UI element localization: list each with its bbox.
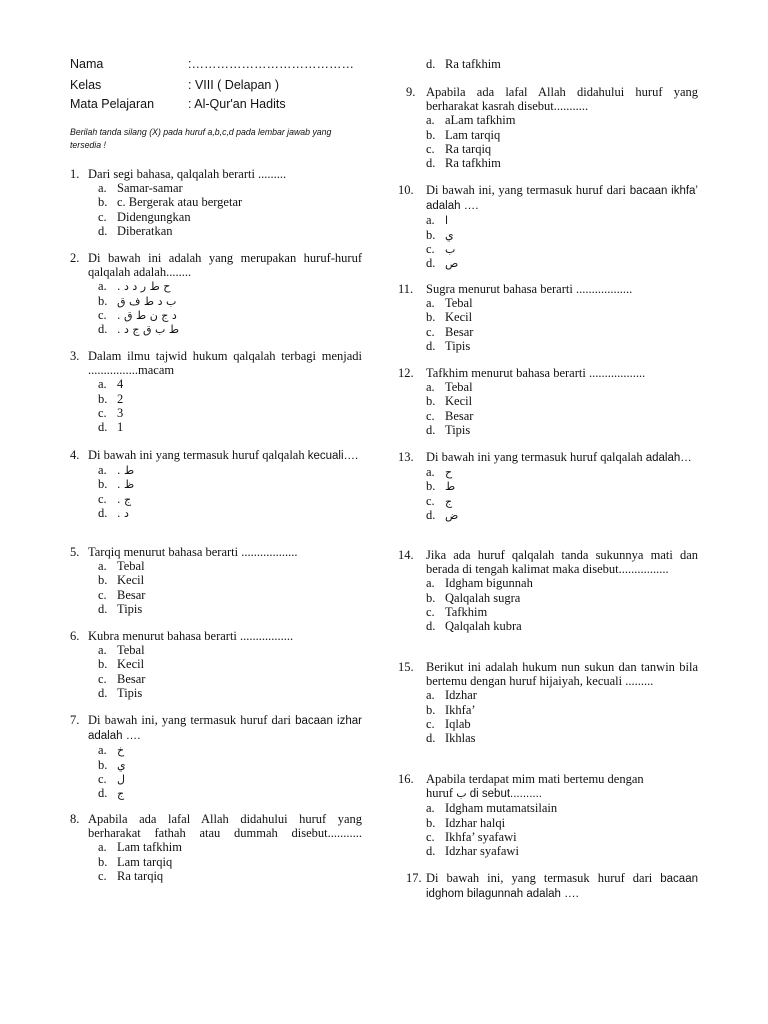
question-6 bbox=[70, 629, 362, 700]
option-d[interactable]: d. Tipis bbox=[98, 685, 143, 700]
option-d[interactable]: d. Tipis bbox=[426, 422, 471, 437]
option-b[interactable]: b. Kecil bbox=[426, 310, 473, 325]
question-text: Di bawah ini yang termasuk huruf qalqalah bbox=[426, 450, 646, 464]
option-c[interactable]: c. Besar bbox=[98, 671, 146, 686]
question-text-cont: kecuali…. bbox=[307, 450, 359, 462]
option-c[interactable]: c. ج . bbox=[98, 491, 132, 506]
option-a[interactable]: a. Idzhar bbox=[426, 688, 477, 703]
option-c[interactable]: c. Besar bbox=[98, 587, 146, 602]
option-d[interactable]: d. د . bbox=[98, 505, 129, 520]
question-10 bbox=[398, 183, 698, 270]
option-a[interactable]: a. Tebal bbox=[426, 296, 473, 311]
question-number: 8. bbox=[70, 812, 80, 826]
option-c[interactable]: c. Iqlab bbox=[426, 716, 471, 731]
question-text: Dalam ilmu tajwid hukum qalqalah terbagi menjadi ................macam bbox=[88, 349, 362, 378]
option-d[interactable]: d. Tipis bbox=[98, 601, 143, 616]
question-text-cont: adalah… bbox=[645, 452, 692, 464]
option-b[interactable]: b. Lam tarqiq bbox=[98, 854, 173, 869]
question-17 bbox=[398, 871, 698, 901]
option-b[interactable]: b. Ikhfa’ bbox=[426, 702, 476, 717]
question-number: 17. bbox=[406, 871, 422, 885]
option-a[interactable]: a. Idgham mutamatsilain bbox=[426, 801, 558, 816]
question-number: 13. bbox=[398, 450, 414, 464]
option-a[interactable]: a. Tebal bbox=[426, 380, 473, 395]
ba-letter: ب bbox=[456, 787, 467, 801]
question-text-cont: bacaan idghom bilagunnah adalah …. bbox=[426, 873, 698, 901]
question-text: Di bawah ini, yang termasuk huruf dari bbox=[426, 871, 661, 885]
question-11 bbox=[398, 282, 698, 353]
question-text: Sugra menurut bahasa berarti .................. bbox=[426, 282, 633, 296]
option-c[interactable]: c. Besar bbox=[426, 324, 474, 339]
question-text: Di bawah ini adalah yang merupakan huruf-huruf qalqalah adalah........ bbox=[88, 251, 362, 280]
option-a[interactable]: a. ط . bbox=[98, 463, 135, 478]
question-2 bbox=[70, 251, 362, 336]
option-a[interactable]: a. ا bbox=[426, 213, 449, 228]
question-text: Di bawah ini, yang termasuk huruf dari bbox=[88, 713, 296, 727]
question-number: 11. bbox=[398, 282, 414, 296]
option-c[interactable]: c. 3 bbox=[98, 405, 124, 420]
option-d[interactable]: d. Tipis bbox=[426, 338, 471, 353]
option-d[interactable]: d. Idzhar syafawi bbox=[426, 843, 519, 858]
nama-label: Nama bbox=[70, 57, 104, 71]
question-text: Apabila ada lafal Allah didahului huruf yang berharakat kasrah disebut........... bbox=[426, 85, 698, 114]
question-text-cont: bacaan izhar adalah …. bbox=[88, 715, 362, 743]
option-d[interactable]: d. ص bbox=[426, 255, 459, 270]
option-c[interactable]: c. Ikhfa’ syafawi bbox=[426, 829, 517, 844]
question-number: 5. bbox=[70, 545, 80, 559]
option-a[interactable]: a. Idgham bigunnah bbox=[426, 576, 533, 591]
question-number: 4. bbox=[70, 448, 80, 462]
option-c[interactable]: c. Tafkhim bbox=[426, 604, 488, 619]
option-d[interactable]: d. ض bbox=[426, 507, 459, 522]
option-a[interactable]: a. خ bbox=[98, 743, 125, 758]
option-d[interactable]: d. Diberatkan bbox=[98, 223, 173, 238]
question-8 bbox=[70, 812, 362, 883]
option-b[interactable]: b. ب د ط ف ق bbox=[98, 293, 177, 308]
question-5 bbox=[70, 545, 362, 616]
question-7 bbox=[70, 713, 362, 800]
question-number: 16. bbox=[398, 772, 414, 786]
question-16: 16. Apabila terdapat mim mati bertemu dengan huruf ب di sebut.......... a. Idgham mutamatsilain b. Idzhar halqi c. Ikhfa’ syafawi d. Idzhar syafawi bbox=[398, 772, 698, 858]
option-c[interactable]: c. Ra tarqiq bbox=[426, 141, 492, 156]
nama-value: :………………………………… bbox=[188, 57, 354, 71]
question-9 bbox=[398, 85, 698, 170]
option-d[interactable]: d. Ikhlas bbox=[426, 730, 476, 745]
kelas-value: : VIII ( Delapan ) bbox=[188, 78, 280, 92]
question-text: Di bawah ini yang termasuk huruf qalqalah bbox=[88, 448, 308, 462]
question-number: 6. bbox=[70, 629, 80, 643]
option-c[interactable]: c. Didengungkan bbox=[98, 209, 191, 224]
option-b[interactable]: b. ط bbox=[426, 479, 456, 494]
option-b[interactable]: b. Kecil bbox=[98, 657, 145, 672]
question-number: 9. bbox=[406, 85, 416, 99]
question-text: Berikut ini adalah hukum nun sukun dan tanwin bila bertemu dengan huruf hijaiyah, kecuali ......... bbox=[426, 660, 698, 689]
question-number: 14. bbox=[398, 548, 414, 562]
option-b[interactable]: b. Kecil bbox=[98, 573, 145, 588]
option-b[interactable]: b. ي bbox=[98, 757, 126, 772]
option-c[interactable]: c. Besar bbox=[426, 408, 474, 423]
option-b[interactable]: b. c. Bergerak atau bergetar bbox=[98, 195, 243, 210]
question-number: 12. bbox=[398, 366, 414, 380]
option-a[interactable]: a. aLam tafkhim bbox=[426, 113, 516, 128]
question-number: 7. bbox=[70, 713, 80, 727]
question-text: Kubra menurut bahasa berarti ................. bbox=[88, 629, 294, 643]
question-text: Dari segi bahasa, qalqalah berarti ......... bbox=[88, 167, 287, 181]
mapel-label: Mata Pelajaran bbox=[70, 97, 155, 111]
option-d[interactable]: d. 1 bbox=[98, 419, 124, 434]
question-number: 3. bbox=[70, 349, 80, 363]
question-number: 2. bbox=[70, 251, 80, 265]
question-text: Apabila ada lafal Allah didahului huruf yang berharakat fathah atau dummah disebut........... bbox=[88, 812, 362, 841]
option-c[interactable]: c. ل bbox=[98, 771, 125, 786]
option-b[interactable]: b. Idzhar halqi bbox=[426, 815, 506, 830]
question-number: 10. bbox=[398, 183, 414, 197]
option-d[interactable]: d. ج bbox=[98, 785, 125, 800]
question-number: 1. bbox=[70, 167, 80, 181]
question-text: Jika ada huruf qalqalah tanda sukunnya mati dan berada di tengah kalimat maka disebut................ bbox=[426, 548, 698, 577]
question-1 bbox=[70, 167, 362, 238]
instructions: Berilah tanda silang (X) pada huruf a,b,c,d pada lembar jawab yang tersedia ! bbox=[70, 127, 332, 151]
option-b[interactable]: b. Qalqalah sugra bbox=[426, 590, 521, 605]
option-a[interactable]: a. Tebal bbox=[98, 643, 145, 658]
question-15 bbox=[398, 660, 698, 745]
question-3 bbox=[70, 349, 362, 434]
option-b[interactable]: b. Kecil bbox=[426, 394, 473, 409]
question-text: Tarqiq menurut bahasa berarti .................. bbox=[88, 545, 298, 559]
question-4 bbox=[70, 448, 362, 520]
option-a[interactable]: a. Samar-samar bbox=[98, 181, 183, 196]
option-b[interactable]: b. 2 bbox=[98, 391, 124, 406]
option-b[interactable]: b. ظ . bbox=[98, 477, 135, 492]
option-c[interactable]: c. ج bbox=[426, 493, 453, 508]
mapel-value: : Al-Qur'an Hadits bbox=[188, 97, 286, 111]
question-14 bbox=[398, 548, 698, 633]
option-d[interactable]: d. Ra tafkhim bbox=[426, 155, 501, 170]
question-8-continued bbox=[398, 57, 698, 71]
option-a[interactable]: a. Tebal bbox=[98, 559, 145, 574]
question-text: Tafkhim menurut bahasa berarti .................. bbox=[426, 366, 646, 380]
option-c[interactable]: c. Ra tarqiq bbox=[98, 868, 164, 883]
option-c[interactable]: c. د ج ن ط ق . bbox=[98, 307, 177, 322]
option-d[interactable]: d. Ra tafkhim bbox=[426, 57, 501, 71]
question-13 bbox=[398, 450, 698, 522]
option-a[interactable]: a. ح bbox=[426, 465, 453, 480]
option-b[interactable]: b. Lam tarqiq bbox=[426, 127, 501, 142]
question-text-cont: bacaan ikhfa’ adalah …. bbox=[426, 185, 698, 213]
question-text: Apabila terdapat mim mati bertemu dengan bbox=[426, 772, 644, 786]
option-b[interactable]: b. ي bbox=[426, 227, 454, 242]
option-a[interactable]: a. 4 bbox=[98, 377, 124, 392]
question-12 bbox=[398, 366, 698, 437]
question-text: Di bawah ini, yang termasuk huruf dari bbox=[426, 183, 630, 197]
option-a[interactable]: a. Lam tafkhim bbox=[98, 840, 182, 855]
option-a[interactable]: a. ح ط ر د د . bbox=[98, 279, 171, 294]
option-d[interactable]: d. ط ب ق ج د . bbox=[98, 321, 180, 336]
kelas-label: Kelas bbox=[70, 78, 102, 92]
option-d[interactable]: d. Qalqalah kubra bbox=[426, 618, 522, 633]
option-c[interactable]: c. ب bbox=[426, 241, 456, 256]
question-number: 15. bbox=[398, 660, 414, 674]
